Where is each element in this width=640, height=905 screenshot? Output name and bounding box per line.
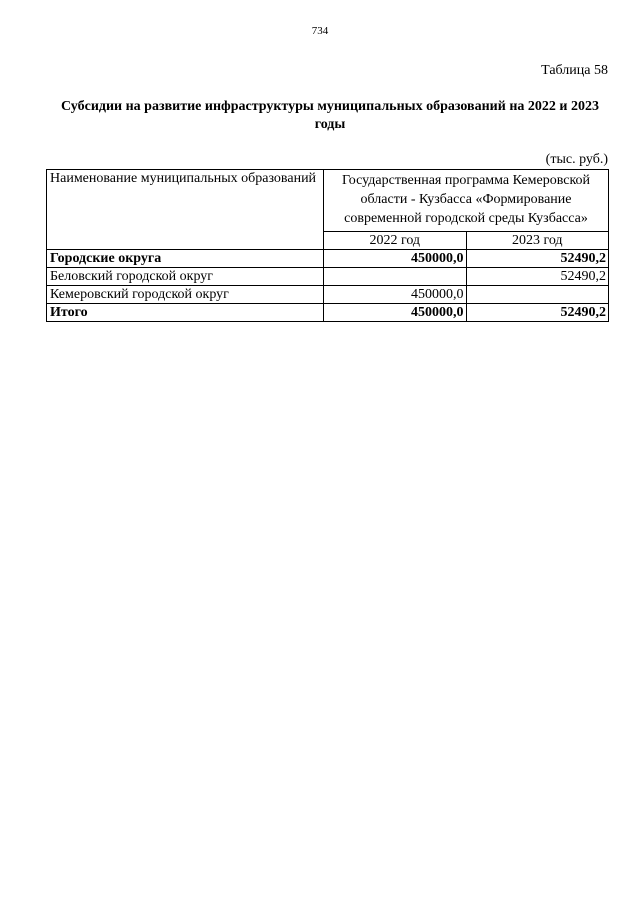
row-value-2023: 52490,2	[466, 268, 609, 286]
row-value-2023	[466, 286, 609, 304]
page-number: 734	[311, 25, 329, 37]
document-title: Субсидии на развитие инфраструктуры муниципальных образований на 2022 и 2023 годы	[61, 99, 599, 132]
table-row	[47, 286, 609, 304]
row-name: Городские округа	[47, 250, 324, 268]
header-year-2022: 2022 год	[324, 232, 467, 250]
table-row	[47, 268, 609, 286]
subsidies-table	[46, 169, 609, 322]
units-label: (тыс. руб.)	[545, 152, 608, 167]
row-value-2022: 450000,0	[324, 286, 467, 304]
header-name: Наименование муниципальных образований	[47, 170, 324, 250]
table-row	[47, 304, 609, 322]
table-label: Таблица 58	[541, 63, 608, 78]
row-value-2023: 52490,2	[466, 304, 609, 322]
row-name: Итого	[47, 304, 324, 322]
row-name: Кемеровский городской округ	[47, 286, 324, 304]
row-value-2022: 450000,0	[324, 304, 467, 322]
row-value-2022: 450000,0	[324, 250, 467, 268]
table-row	[47, 250, 609, 268]
row-value-2022	[324, 268, 467, 286]
header-year-2023: 2023 год	[466, 232, 609, 250]
row-name: Беловский городской округ	[47, 268, 324, 286]
row-value-2023: 52490,2	[466, 250, 609, 268]
header-program: Государственная программа Кемеровской области - Кузбасса «Формирование современной городской среды Кузбасса»	[324, 170, 609, 232]
